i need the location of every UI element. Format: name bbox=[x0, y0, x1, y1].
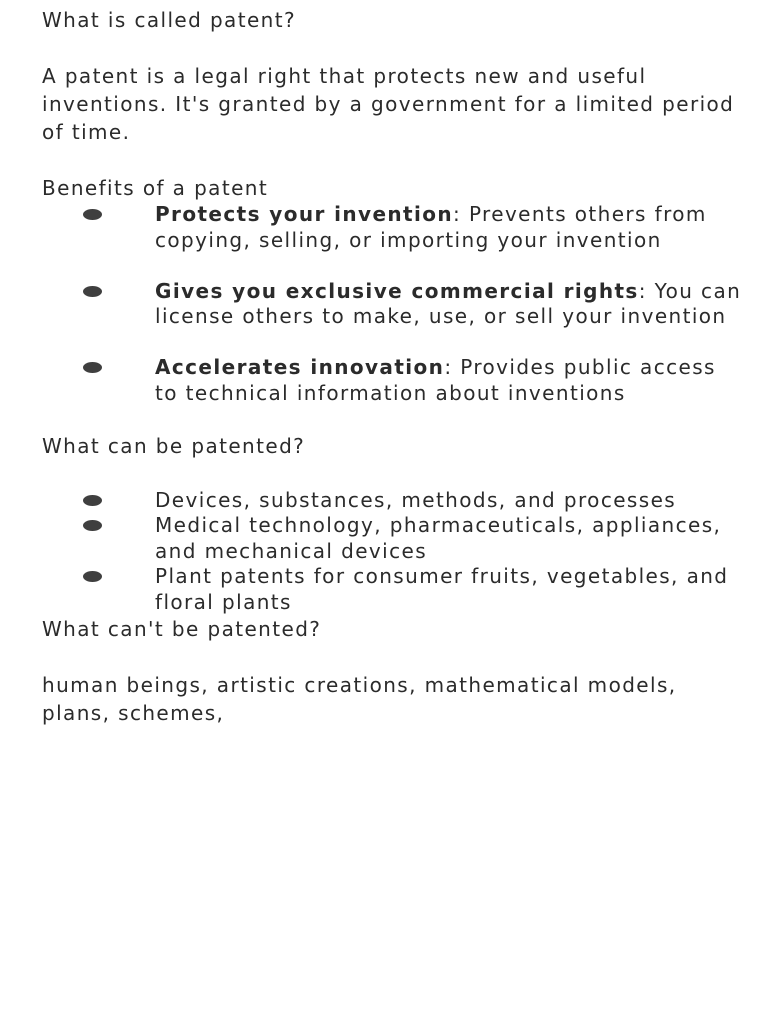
patentable-item bbox=[42, 488, 742, 514]
patent-question-heading: What is called patent? bbox=[42, 8, 296, 32]
benefits-heading: Benefits of a patent bbox=[42, 176, 269, 200]
bullet-icon bbox=[83, 286, 102, 297]
benefits-list bbox=[42, 202, 742, 406]
bullet-icon bbox=[83, 209, 102, 220]
bullet-icon bbox=[83, 362, 102, 373]
benefit-item bbox=[42, 279, 742, 330]
cannot-be-patented-text: human beings, artistic creations, mathematical models, plans, schemes, bbox=[42, 673, 677, 725]
benefit-item bbox=[42, 202, 742, 253]
patentable-item-text: Devices, substances, methods, and processes bbox=[155, 487, 677, 512]
bullet-icon bbox=[83, 571, 102, 582]
cannot-be-patented-heading: What can't be patented? bbox=[42, 617, 322, 641]
can-be-patented-heading: What can be patented? bbox=[42, 433, 306, 458]
benefit-heading: Protects your invention bbox=[155, 202, 454, 226]
bullet-icon bbox=[83, 495, 102, 506]
document-body bbox=[42, 6, 742, 727]
bullet-icon bbox=[83, 520, 102, 531]
patentable-item-text: Plant patents for consumer fruits, vegetables, and floral plants bbox=[155, 564, 729, 614]
benefit-text: : Provides public access to technical information about inventions bbox=[155, 355, 716, 405]
patent-definition: A patent is a legal right that protects new and useful inventions. It's granted by a government for a limited period of time. bbox=[42, 64, 735, 144]
benefit-text: : Prevents others from copying, selling, or importing your invention bbox=[155, 202, 707, 252]
patentable-list bbox=[42, 488, 742, 616]
patentable-item bbox=[42, 564, 742, 615]
patentable-item-text: Medical technology, pharmaceuticals, appliances, and mechanical devices bbox=[155, 513, 722, 563]
benefit-item bbox=[42, 355, 742, 406]
patentable-item bbox=[42, 513, 742, 564]
benefit-heading: Gives you exclusive commercial rights bbox=[155, 278, 639, 303]
benefit-text: : You can license others to make, use, or sell your invention bbox=[155, 278, 742, 328]
benefit-heading: Accelerates innovation bbox=[155, 355, 445, 379]
